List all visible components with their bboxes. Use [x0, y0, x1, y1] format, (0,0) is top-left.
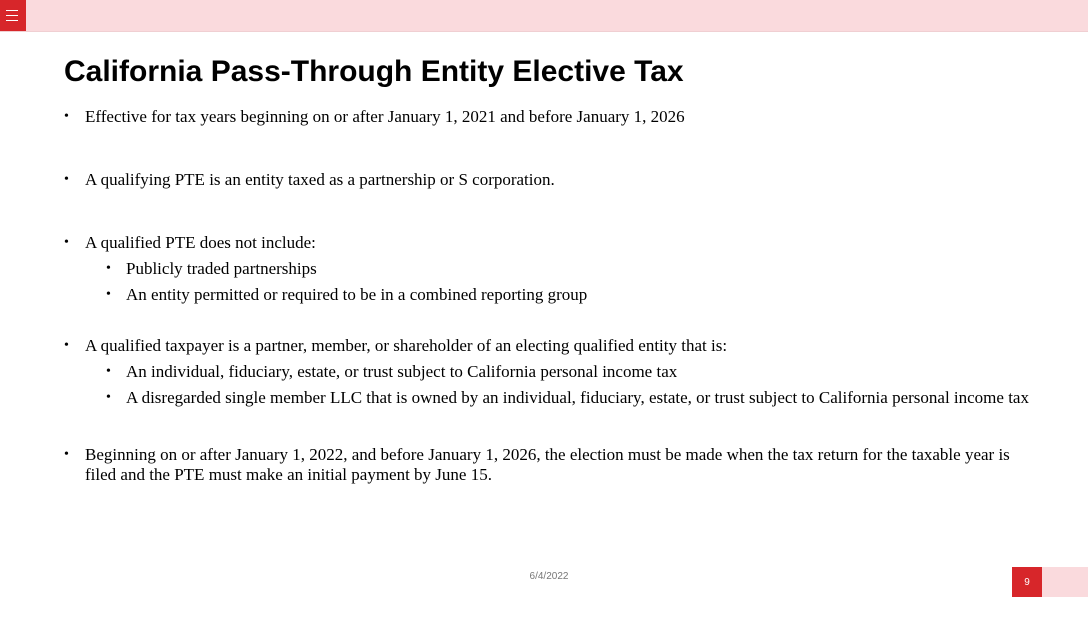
slide-title: California Pass-Through Entity Elective Tax	[64, 55, 684, 88]
sub-bullet-list	[85, 259, 1034, 305]
bullet-item	[64, 170, 1034, 190]
sub-bullet-item: • A disregarded single member LLC that is owned by an individual, fiduciary, estate, or trust subject to California personal income tax	[85, 388, 1034, 408]
bullet-text: Effective for tax years beginning on or after January 1, 2021 and before January 1, 2026	[85, 107, 685, 126]
page-number-tab	[1042, 567, 1088, 597]
bullet-item	[64, 336, 1034, 408]
bullet-text: Beginning on or after January 1, 2022, and before January 1, 2026, the election must be made when the tax return for the taxable year is filed and the PTE must make an initial payment by June 15.	[85, 445, 1010, 484]
slide-content	[64, 107, 1034, 485]
sub-bullet-list	[85, 362, 1034, 408]
bullet-item	[64, 445, 1034, 485]
bullet-text: A qualifying PTE is an entity taxed as a partnership or S corporation.	[85, 170, 555, 189]
sub-bullet-item: • An individual, fiduciary, estate, or trust subject to California personal income tax	[85, 362, 1034, 382]
bullet-text: A qualified taxpayer is a partner, member, or shareholder of an electing qualified entity that is:	[85, 336, 728, 355]
top-toolbar	[0, 0, 1088, 32]
bullet-list	[64, 107, 1034, 485]
footer-date: 6/4/2022	[529, 571, 569, 582]
bullet-item	[64, 233, 1034, 305]
page-number: 9	[1012, 567, 1042, 597]
bullet-text: A qualified PTE does not include:	[85, 233, 316, 252]
hamburger-menu-icon[interactable]	[0, 0, 26, 31]
sub-bullet-item: • Publicly traded partnerships	[85, 259, 1034, 279]
bullet-item	[64, 107, 1034, 127]
sub-bullet-item: • An entity permitted or required to be in a combined reporting group	[85, 285, 1034, 305]
